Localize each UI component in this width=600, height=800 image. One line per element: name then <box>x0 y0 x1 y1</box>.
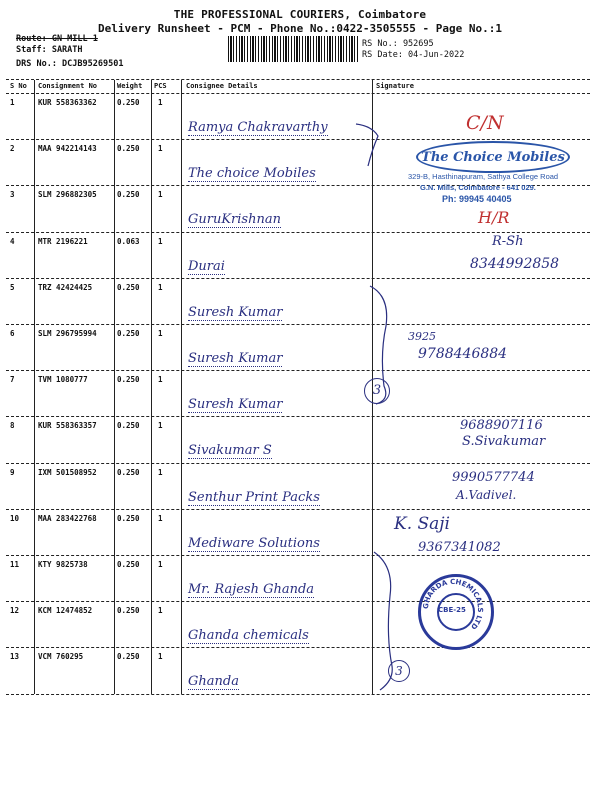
cell-consignee: Senthur Print Packs <box>188 489 320 505</box>
cell-weight: 0.250 <box>117 190 140 200</box>
cell-pcs: 1 <box>158 190 163 200</box>
signature-sivakumar: S.Sivakumar <box>462 434 546 449</box>
cell-weight: 0.250 <box>117 375 140 385</box>
cell-consignee: Ghanda chemicals <box>188 628 309 644</box>
row-divider <box>6 555 590 556</box>
row-divider <box>6 694 590 695</box>
cell-pcs: 1 <box>158 513 163 523</box>
cell-sno: 1 <box>10 98 15 107</box>
cell-consignment: TVM 1080777 <box>38 375 88 385</box>
rs-date: RS Date: 04-Jun-2022 <box>362 50 465 60</box>
cell-sno: 8 <box>10 421 15 431</box>
bracket-strokes <box>350 100 400 700</box>
cell-consignee: GuruKrishnan <box>188 212 281 228</box>
cn-note: C/N <box>466 112 504 134</box>
cell-sno: 12 <box>10 606 20 616</box>
cell-pcs: 1 <box>158 467 163 477</box>
row-divider <box>6 463 590 464</box>
runsheet-title: Delivery Runsheet - PCM - Phone No.:0422-3505555 - Page No.:1 <box>98 22 502 35</box>
cell-weight: 0.250 <box>117 560 140 569</box>
col-sno: S No <box>10 82 27 90</box>
cell-consignee: Ramya Chakravarthy <box>188 120 328 135</box>
phone-3: 9688907116 <box>460 418 543 433</box>
stamp-shop-name: The Choice Mobiles <box>416 141 570 173</box>
phone-5: 9367341082 <box>418 540 501 555</box>
cell-pcs: 1 <box>158 375 163 385</box>
cell-weight: 0.250 <box>117 282 140 292</box>
cell-consignment: KUR 558363357 <box>38 421 97 431</box>
cell-weight: 0.250 <box>117 606 140 616</box>
signature-saji: K. Saji <box>394 514 450 534</box>
cell-pcs: 1 <box>158 282 163 292</box>
cell-consignee: Suresh Kumar <box>188 351 283 366</box>
choice-mobiles-stamp <box>408 141 576 207</box>
barcode <box>228 36 358 62</box>
circled-three: 3 <box>364 378 390 404</box>
gharda-chemicals-seal <box>418 574 494 650</box>
row-divider <box>6 601 590 602</box>
cell-sno: 5 <box>10 282 15 292</box>
cell-weight: 0.250 <box>117 329 140 338</box>
cell-consignment: MAA 283422768 <box>38 513 97 523</box>
col-pcs: PCS <box>154 82 167 90</box>
cell-consignment: TRZ 42424425 <box>38 282 93 292</box>
cell-sno: 7 <box>10 375 15 385</box>
cell-sno: 10 <box>10 513 20 523</box>
company-title: THE PROFESSIONAL COURIERS, Coimbatore <box>173 8 427 21</box>
cell-weight: 0.250 <box>117 421 140 431</box>
row-divider <box>6 370 590 371</box>
cell-consignment: VCM 760295 <box>38 652 84 662</box>
cell-consignment: SLM 296882305 <box>38 190 97 200</box>
table-top-border <box>6 79 590 80</box>
cell-pcs: 1 <box>158 329 163 338</box>
row-divider <box>6 647 590 648</box>
seal-code: CBE-25 <box>438 606 466 614</box>
cell-pcs: 1 <box>158 652 163 662</box>
cell-weight: 0.250 <box>117 467 140 477</box>
cell-sno: 11 <box>10 560 20 569</box>
cell-consignment: IXM 501508952 <box>38 467 97 477</box>
cell-sno: 4 <box>10 236 15 246</box>
cell-pcs: 1 <box>158 421 163 431</box>
cell-weight: 0.250 <box>117 98 140 107</box>
row-divider <box>6 324 590 325</box>
col-weight: Weight <box>117 82 143 90</box>
row-divider <box>6 278 590 279</box>
cell-sno: 9 <box>10 467 15 477</box>
svg-text:GHARDA CHEMICALS LTD: GHARDA CHEMICALS LTD <box>421 577 485 631</box>
cell-sno: 2 <box>10 144 15 154</box>
cell-consignment: MTR 2196221 <box>38 236 88 246</box>
rs-number: RS No.: 952695 <box>362 39 434 49</box>
cell-sno: 3 <box>10 190 15 200</box>
cell-weight: 0.063 <box>117 236 140 246</box>
cell-consignment: KUR 558363362 <box>38 98 97 107</box>
cell-consignee: The choice Mobiles <box>188 166 316 182</box>
drs-label: DRS No.: DCJB95269501 <box>16 59 124 69</box>
cell-sno: 13 <box>10 652 20 662</box>
cell-consignment: MAA 942214143 <box>38 144 97 154</box>
cell-consignment: KCM 12474852 <box>38 606 93 616</box>
cell-consignee: Sivakumar S <box>188 443 272 459</box>
col-consignee: Consignee Details <box>186 82 258 90</box>
cell-sno: 6 <box>10 329 15 338</box>
stamp-city: G.N. Mills, Coimbatore - 641 029. <box>420 183 536 192</box>
cell-weight: 0.250 <box>117 513 140 523</box>
stamp-phone: Ph: 99945 40405 <box>442 194 512 204</box>
header-bottom-border <box>6 93 590 94</box>
cell-consignee: Suresh Kumar <box>188 397 283 413</box>
r-sign: R-Sh <box>492 234 524 249</box>
phone-2-prefix: 3925 <box>408 330 436 343</box>
cell-consignee: Suresh Kumar <box>188 304 283 320</box>
phone-2: 9788446884 <box>418 346 508 362</box>
cell-consignment: SLM 296795994 <box>38 329 97 338</box>
cell-pcs: 1 <box>158 98 163 107</box>
cell-consignee: Mediware Solutions <box>188 535 320 551</box>
row-divider <box>6 509 590 510</box>
row-divider <box>6 232 590 233</box>
cell-pcs: 1 <box>158 236 163 246</box>
cell-consignee: Ghanda <box>188 674 239 690</box>
hr-note: H/R <box>478 208 510 227</box>
col-consignment: Consignment No <box>38 82 98 90</box>
route-label: Route: GN MILL 1 <box>16 34 98 44</box>
cell-weight: 0.250 <box>117 652 140 662</box>
stamp-address: 329-B, Hasthinapuram, Sathya College Road <box>408 172 559 181</box>
cell-pcs: 1 <box>158 606 163 616</box>
cell-pcs: 1 <box>158 560 163 569</box>
staff-label: Staff: SARATH <box>16 45 83 55</box>
cell-consignment: KTY 9825738 <box>38 560 88 569</box>
col-signature: Signature <box>376 82 414 90</box>
cell-pcs: 1 <box>158 144 163 154</box>
circled-three-bottom: 3 <box>388 660 410 682</box>
cell-consignee: Durai <box>188 258 225 274</box>
signature-avadivel: A.Vadivel. <box>456 488 517 502</box>
phone-4: 9990577744 <box>452 470 535 485</box>
cell-weight: 0.250 <box>117 144 140 154</box>
phone-1: 8344992858 <box>470 256 560 272</box>
cell-consignee: Mr. Rajesh Ghanda <box>188 582 315 597</box>
